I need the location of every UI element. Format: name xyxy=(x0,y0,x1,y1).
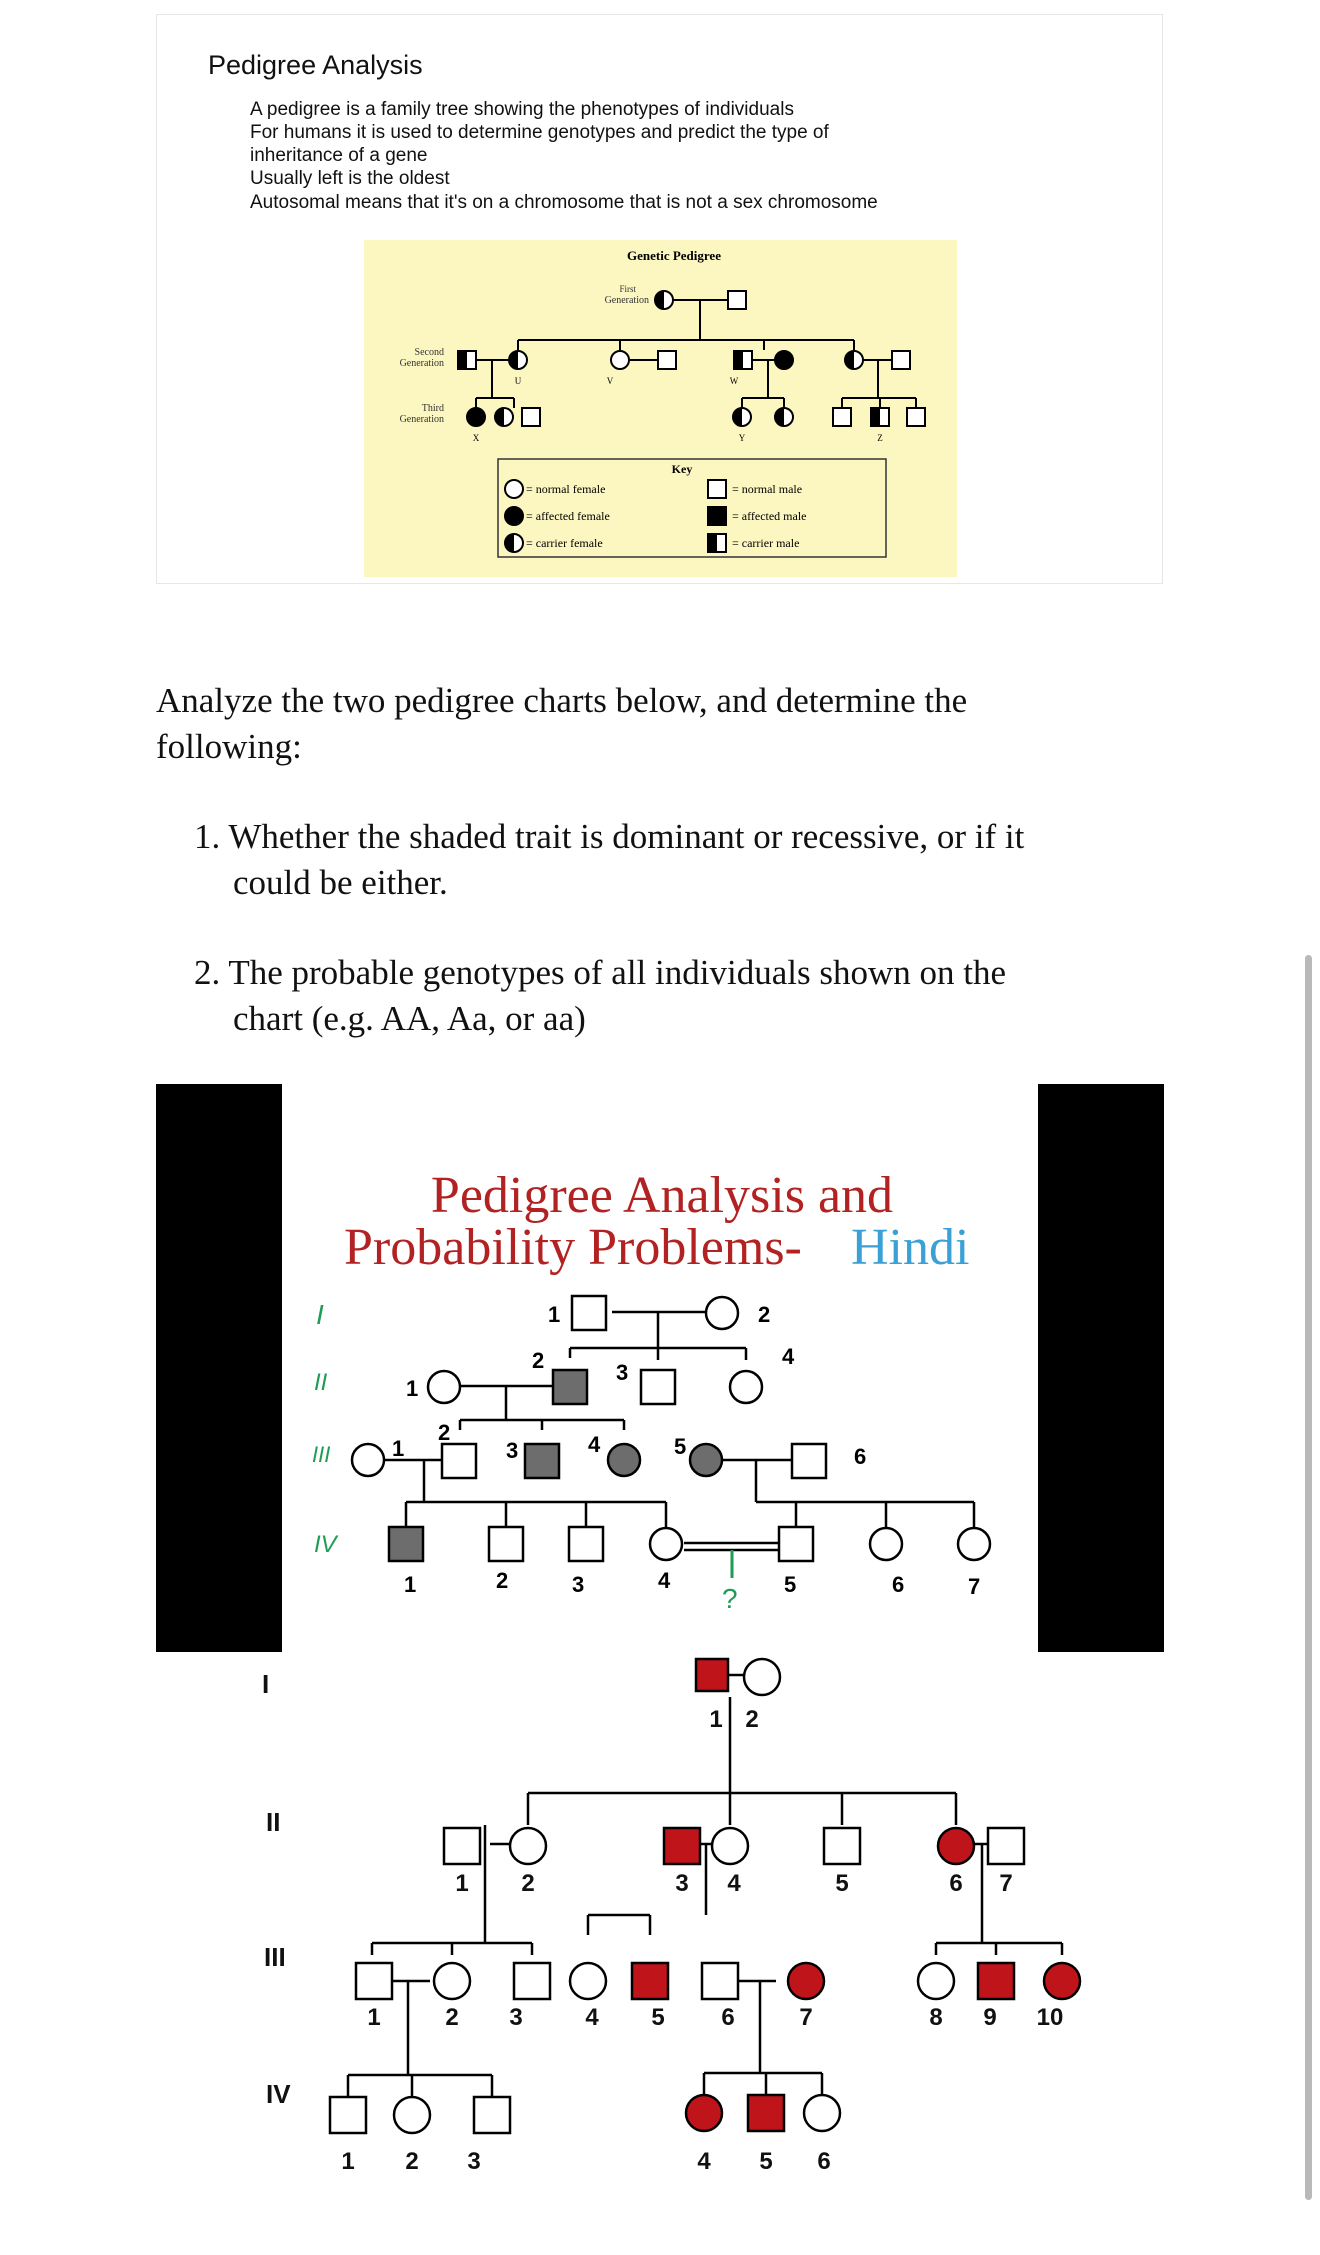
video-gen-i: I xyxy=(316,1299,324,1330)
red-iii8-female xyxy=(918,1963,954,1999)
key-carrier-female-icon xyxy=(505,534,523,552)
gen3-normal-male xyxy=(522,408,540,426)
letter-y: Y xyxy=(738,433,746,443)
red-iii6-male xyxy=(702,1963,738,1999)
red-ii5-male xyxy=(824,1828,860,1864)
intro-line-5: Autosomal means that it's on a chromosome that is not a sex chromosome xyxy=(250,192,878,213)
video-n-i2: 2 xyxy=(758,1302,771,1327)
video-iv5-male xyxy=(779,1527,813,1561)
gen3-affected-female-x xyxy=(467,408,485,426)
gen2-carrier-male-w xyxy=(734,351,752,369)
video-n-iv4: 4 xyxy=(658,1568,671,1593)
red-n-iv3: 3 xyxy=(467,2148,481,2175)
gen2-label-b: Generation xyxy=(399,358,444,369)
gen3-carrier-female-2 xyxy=(775,408,793,426)
red-n-iii4: 4 xyxy=(585,2004,599,2031)
video-iii1-female xyxy=(352,1444,384,1476)
red-iv6-female xyxy=(804,2095,840,2131)
video-n-iv6: 6 xyxy=(892,1572,905,1597)
gen1-carrier-female xyxy=(655,291,673,309)
gen2-label: Second xyxy=(414,347,444,358)
red-ii1-male xyxy=(444,1828,480,1864)
red-iii1-male xyxy=(356,1963,392,1999)
red-gen-iii: III xyxy=(264,1942,286,1972)
red-iv3-male xyxy=(474,2097,510,2133)
video-n-iv7: 7 xyxy=(968,1574,981,1599)
video-iii3-affected-male xyxy=(525,1444,559,1478)
letter-x: X xyxy=(472,433,480,443)
red-n-iv5: 5 xyxy=(759,2148,773,2175)
instructions-line-1: Analyze the two pedigree charts below, and determine the xyxy=(156,681,968,720)
intro-line-3: inheritance of a gene xyxy=(250,145,428,166)
red-i1-affected-male xyxy=(696,1659,728,1691)
red-iv1-male xyxy=(330,2097,366,2133)
gen2-normal-male xyxy=(658,351,676,369)
video-iii5-affected-female xyxy=(690,1444,722,1476)
genetic-pedigree-title: Genetic Pedigree xyxy=(627,248,721,263)
video-ii4-female xyxy=(730,1371,762,1403)
gen3-label: Third xyxy=(421,403,444,414)
key-affected-male: = affected male xyxy=(732,509,807,523)
gen2-affected-female xyxy=(775,351,793,369)
gen2-carrier-male xyxy=(458,351,476,369)
video-iii6-male xyxy=(792,1444,826,1478)
key-normal-male-icon xyxy=(708,480,726,498)
video-right-bar xyxy=(1038,1084,1164,1652)
video-n-iv2: 2 xyxy=(496,1568,509,1593)
gen3-normal-male-2 xyxy=(833,408,851,426)
letter-v: V xyxy=(606,376,614,386)
red-iv5-affected-male xyxy=(748,2095,784,2131)
red-n-iv2: 2 xyxy=(405,2148,419,2175)
video-n-iii5: 5 xyxy=(674,1434,687,1459)
question-2-line-1: 2. The probable genotypes of all individuals shown on the xyxy=(194,953,1006,992)
video-left-bar xyxy=(156,1084,282,1652)
vertical-scrollbar[interactable] xyxy=(1305,955,1312,2200)
gen3-label-b: Generation xyxy=(399,414,444,425)
gen1-label-b: Generation xyxy=(604,295,649,306)
red-iii7-affected-female xyxy=(788,1963,824,1999)
red-iv4-affected-female xyxy=(686,2095,722,2131)
red-n-ii7: 7 xyxy=(999,1870,1013,1897)
red-n-iii5: 5 xyxy=(651,2004,665,2031)
video-i1-male xyxy=(572,1296,606,1330)
red-n-iv4: 4 xyxy=(697,2148,711,2175)
red-n-iv1: 1 xyxy=(341,2148,355,2175)
video-title-hindi: Hindi xyxy=(851,1219,970,1276)
red-n-ii5: 5 xyxy=(835,1870,849,1897)
video-iv2-male xyxy=(489,1527,523,1561)
video-n-iii1: 1 xyxy=(392,1436,405,1461)
gen2-carrier-female-u xyxy=(509,351,527,369)
video-n-iv5: 5 xyxy=(784,1572,797,1597)
red-n-ii3: 3 xyxy=(675,1870,689,1897)
video-gen-ii: II xyxy=(314,1369,328,1396)
red-n-iv6: 6 xyxy=(817,2148,831,2175)
red-n-iii8: 8 xyxy=(929,2004,943,2031)
video-iv7-female xyxy=(958,1528,990,1560)
key-normal-male: = normal male xyxy=(732,482,803,496)
intro-title: Pedigree Analysis xyxy=(208,50,423,80)
video-ii1-female xyxy=(428,1371,460,1403)
video-iii2-male xyxy=(442,1444,476,1478)
instructions-line-2: following: xyxy=(156,727,302,766)
red-n-ii4: 4 xyxy=(727,1870,741,1897)
gen1-label: First xyxy=(619,284,636,294)
gen2-normal-male-2 xyxy=(892,351,910,369)
key-affected-female-icon xyxy=(505,507,523,525)
red-n-iii3: 3 xyxy=(509,2004,523,2031)
genetic-pedigree-figure xyxy=(364,240,957,577)
question-1-line-1: 1. Whether the shaded trait is dominant or recessive, or if it xyxy=(194,817,1025,856)
video-ii3-male xyxy=(641,1370,675,1404)
video-title-1: Pedigree Analysis and xyxy=(430,1167,894,1224)
key-carrier-female: = carrier female xyxy=(526,536,603,550)
video-gen-iii: III xyxy=(312,1442,331,1467)
red-n-iii10: 10 xyxy=(1036,2004,1064,2031)
key-normal-female-icon xyxy=(505,480,523,498)
video-n-ii3: 3 xyxy=(616,1360,629,1385)
gen3-carrier-female xyxy=(495,408,513,426)
red-n-iii2: 2 xyxy=(445,2004,459,2031)
letter-u: U xyxy=(514,376,522,386)
video-iv4-female xyxy=(650,1528,682,1560)
video-n-iii6: 6 xyxy=(854,1444,867,1469)
red-n-iii9: 9 xyxy=(983,2004,997,2031)
key-carrier-male-icon xyxy=(708,534,726,552)
video-n-iv1: 1 xyxy=(404,1572,417,1597)
key-normal-female: = normal female xyxy=(526,482,606,496)
red-iii3-male xyxy=(514,1963,550,1999)
video-n-ii4: 4 xyxy=(782,1344,795,1369)
gen3-carrier-male-z xyxy=(871,408,889,426)
gen3-carrier-female-y xyxy=(733,408,751,426)
letter-z: Z xyxy=(877,433,883,443)
red-i2-female xyxy=(744,1659,780,1695)
video-n-iii2: 2 xyxy=(438,1420,451,1445)
red-pedigree-chart xyxy=(156,1655,1164,2215)
key-carrier-male: = carrier male xyxy=(732,536,800,550)
red-ii6-affected-female xyxy=(938,1828,974,1864)
gen3-normal-male-3 xyxy=(907,408,925,426)
red-n-ii1: 1 xyxy=(455,1870,469,1897)
video-question-mark: ? xyxy=(722,1583,738,1614)
video-n-ii1: 1 xyxy=(406,1376,419,1401)
key-affected-male-icon xyxy=(708,507,726,525)
video-iv3-male xyxy=(569,1527,603,1561)
red-iii2-female xyxy=(434,1963,470,1999)
question-1-line-2: could be either. xyxy=(233,863,448,902)
red-n-iii7: 7 xyxy=(799,2004,813,2031)
red-iii9-affected-male xyxy=(978,1963,1014,1999)
video-iv1-affected-male xyxy=(389,1527,423,1561)
video-n-iii4: 4 xyxy=(588,1432,601,1457)
intro-line-1: A pedigree is a family tree showing the phenotypes of individuals xyxy=(250,99,794,120)
video-iv6-female xyxy=(870,1528,902,1560)
red-n-iii1: 1 xyxy=(367,2004,381,2031)
red-n-i1: 1 xyxy=(709,1706,723,1733)
video-pedigree-frame xyxy=(156,1084,1164,1652)
red-n-i2: 2 xyxy=(745,1706,759,1733)
video-n-iv3: 3 xyxy=(572,1572,585,1597)
key-title: Key xyxy=(671,462,693,476)
video-gen-iv: IV xyxy=(314,1531,337,1558)
intro-line-2: For humans it is used to determine genotypes and predict the type of xyxy=(250,122,829,143)
red-ii3-affected-male xyxy=(664,1828,700,1864)
intro-line-4: Usually left is the oldest xyxy=(250,168,450,189)
red-n-ii2: 2 xyxy=(521,1870,535,1897)
red-gen-iv: IV xyxy=(266,2079,291,2109)
question-2-line-2: chart (e.g. AA, Aa, or aa) xyxy=(233,999,586,1038)
video-title-2: Probability Problems- xyxy=(344,1219,802,1276)
letter-w: W xyxy=(729,376,739,386)
gen2-normal-female-v xyxy=(611,351,629,369)
red-iii10-affected-female xyxy=(1044,1963,1080,1999)
gen1-normal-male xyxy=(728,291,746,309)
gen2-carrier-female xyxy=(845,351,863,369)
key-affected-female: = affected female xyxy=(526,509,610,523)
video-n-ii2: 2 xyxy=(532,1348,545,1373)
video-iii4-affected-female xyxy=(608,1444,640,1476)
red-ii2-female xyxy=(510,1828,546,1864)
red-n-iii6: 6 xyxy=(721,2004,735,2031)
red-iii5-affected-male xyxy=(632,1963,668,1999)
red-iv2-female xyxy=(394,2097,430,2133)
video-n-iii3: 3 xyxy=(506,1438,519,1463)
red-ii4-female xyxy=(712,1828,748,1864)
video-n-i1: 1 xyxy=(548,1302,561,1327)
video-i2-female xyxy=(706,1297,738,1329)
red-gen-ii: II xyxy=(266,1807,281,1837)
red-iii4-female xyxy=(570,1963,606,1999)
red-n-ii6: 6 xyxy=(949,1870,963,1897)
video-ii2-affected-male xyxy=(553,1370,587,1404)
red-gen-i: I xyxy=(262,1669,270,1699)
red-ii7-male xyxy=(988,1828,1024,1864)
